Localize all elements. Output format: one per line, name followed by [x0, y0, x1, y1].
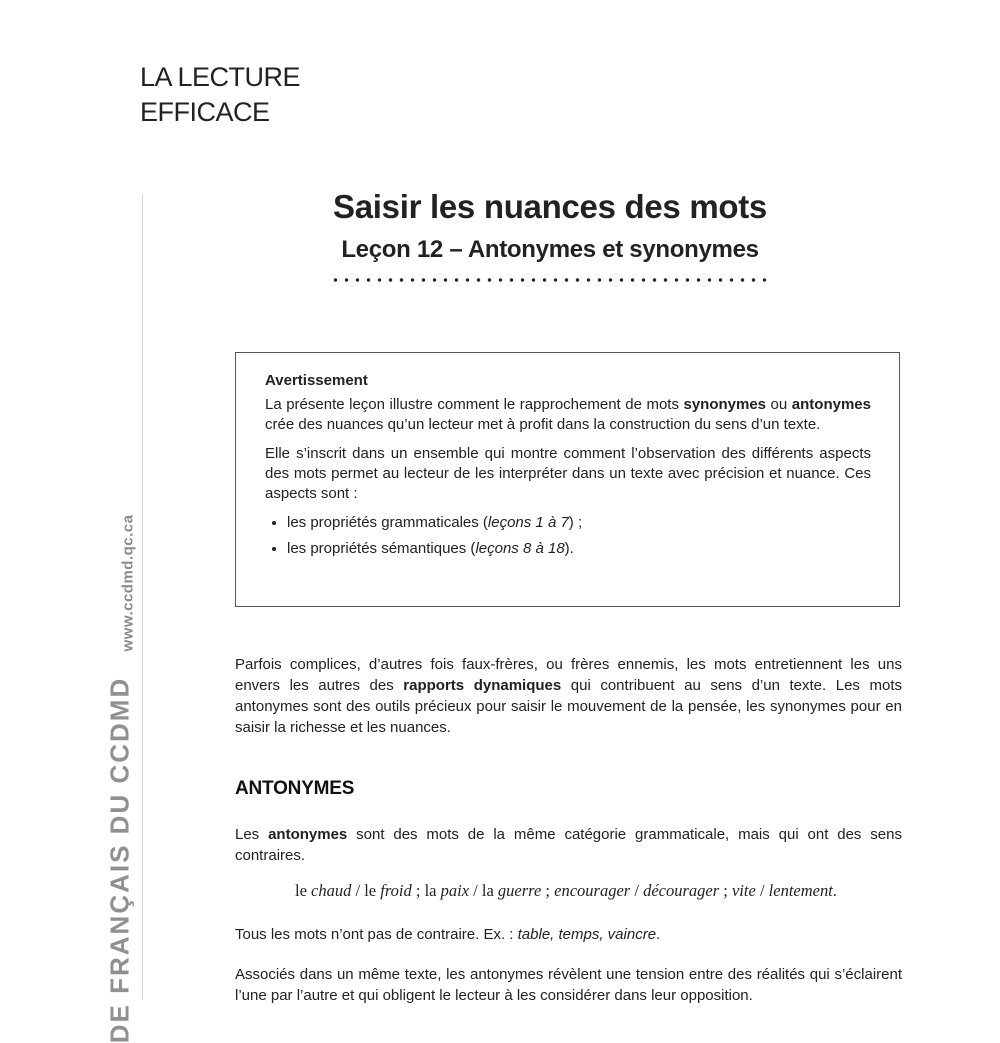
publication-header — [140, 60, 300, 130]
title-block — [270, 188, 830, 282]
aspects-list — [265, 513, 871, 559]
page-title: Saisir les nuances des mots — [333, 188, 767, 225]
list-item: • les propriétés grammaticales (leçons 1 à 7) ; — [287, 513, 871, 533]
dotted-divider — [330, 278, 770, 282]
sidebar-brand: DE FRANÇAIS DU CCDMD — [104, 676, 135, 1043]
section-heading-antonymes: ANTONYMES — [235, 778, 355, 799]
warning-paragraph-1: La présente leçon illustre comment le rapprochement de mots synonymes ou antonymes crée des nuances qu’un lecteur met à profit dans la construction du sens d’un texte. — [265, 396, 871, 433]
no-contrary-paragraph: Tous les mots n’ont pas de contraire. Ex. : table, temps, vaincre. — [235, 926, 661, 943]
list-item: • les propriétés sémantiques (leçons 8 à 18). — [287, 539, 871, 559]
warning-box — [235, 352, 900, 607]
warning-paragraph-2: Elle s’inscrit dans un ensemble qui montre comment l’observation des différents aspects des mots permet au lecteur de les interpréter dans un texte avec précision et nuance. Ces aspects sont : — [265, 445, 871, 502]
definition-paragraph: Les antonymes sont des mots de la même catégorie grammaticale, mais qui ont des sens contraires. — [235, 826, 902, 864]
tension-paragraph: Associés dans un même texte, les antonymes révèlent une tension entre des réalités qui s’éclairent l’une par l’autre et qui obligent le lecteur à les considérer dans leur opposition. — [235, 966, 902, 1004]
side-divider — [142, 195, 143, 1000]
header-line-2: EFFICACE — [140, 97, 270, 127]
intro-paragraph: Parfois complices, d’autres fois faux-frères, ou frères ennemis, les mots entretiennent les uns envers les autres des rapports dynamiques qui contribuent au sens d’un texte. Les mots antonymes sont des outils précieux pour saisir le mouvement de la pensée, les synonymes pour en saisir la richesse et les nuances. — [235, 656, 902, 736]
lesson-subtitle: Leçon 12 – Antonymes et synonymes — [341, 236, 759, 263]
antonym-examples: le chaud / le froid ; la paix / la guerre ; encourager / décourager ; vite / lentement. — [295, 881, 837, 900]
sidebar-url: www.ccdmd.qc.ca — [119, 514, 137, 652]
header-line-1: LA LECTURE — [140, 62, 301, 92]
warning-title: Avertissement — [265, 372, 368, 389]
